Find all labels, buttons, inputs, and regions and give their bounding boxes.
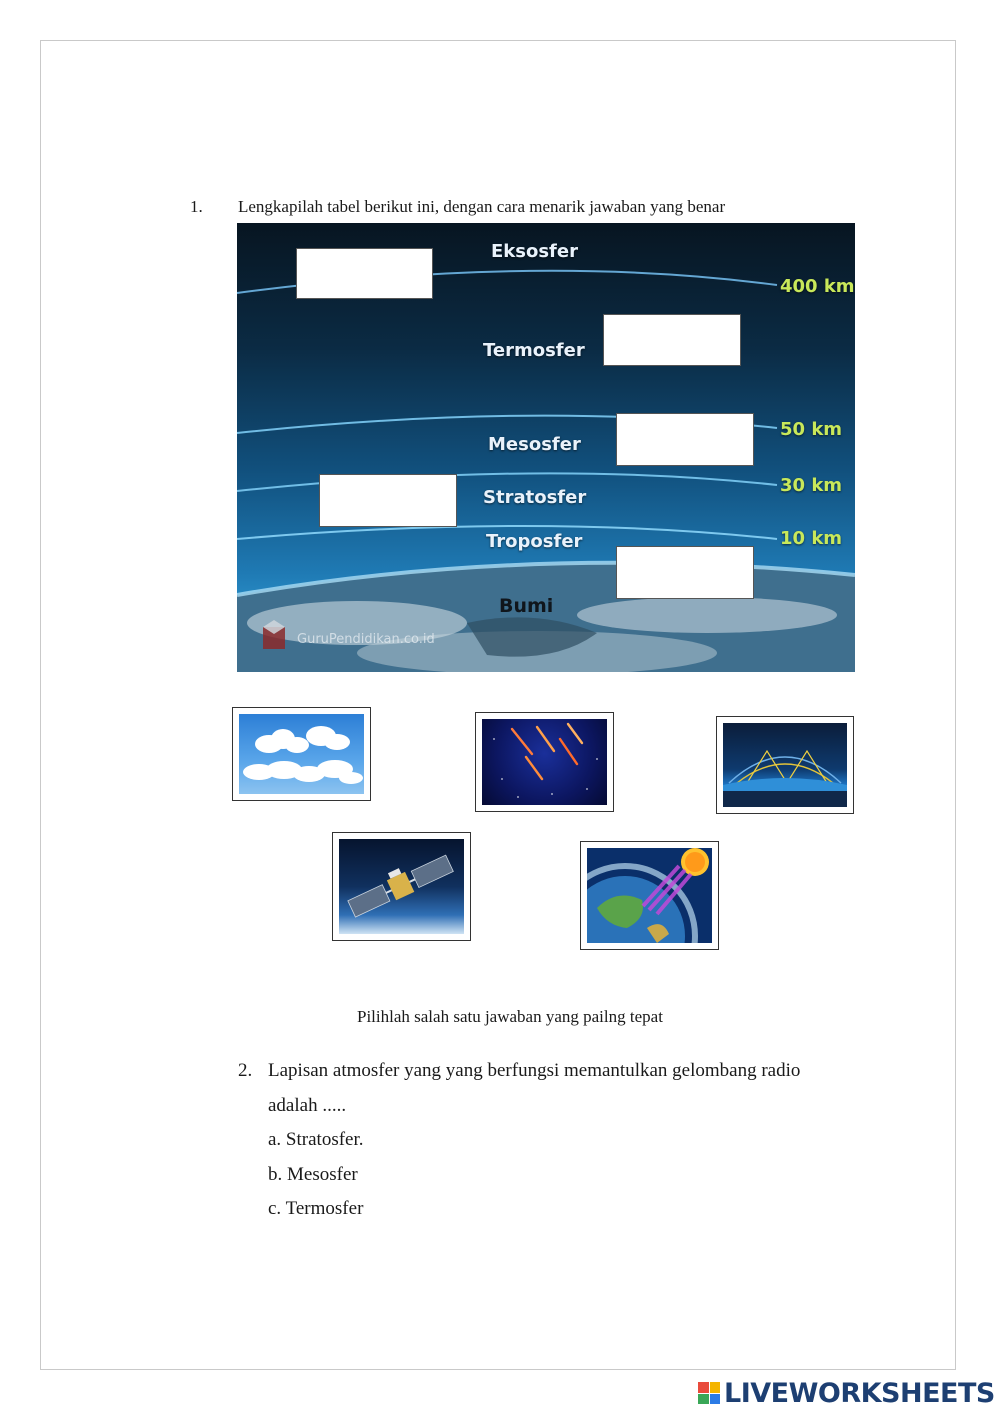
ozone-image xyxy=(587,848,712,943)
question-1-number: 1. xyxy=(190,197,203,216)
layer-label-bumi: Bumi xyxy=(499,595,554,617)
meteors-image xyxy=(482,719,607,805)
instruction-text: Pilihlah salah satu jawaban yang pailng tepat xyxy=(357,1007,663,1026)
altitude-label-50: 50 km xyxy=(780,419,843,440)
layer-label-mesosfer: Mesosfer xyxy=(488,434,581,455)
liveworksheets-logo xyxy=(698,1378,995,1408)
choice-ozone[interactable] xyxy=(580,841,719,950)
drop-zone-termosfer[interactable] xyxy=(603,314,741,366)
choice-meteors[interactable] xyxy=(475,712,614,812)
radio-waves-image xyxy=(723,723,847,807)
watermark: GuruPendidikan.co.id xyxy=(297,632,435,647)
drop-zone-eksosfer[interactable] xyxy=(296,248,433,299)
altitude-label-30: 30 km xyxy=(780,475,843,496)
layer-label-eksosfer: Eksosfer xyxy=(491,241,578,262)
choice-clouds[interactable] xyxy=(232,707,371,801)
layer-label-troposfer: Troposfer xyxy=(486,531,583,552)
layer-label-termosfer: Termosfer xyxy=(483,340,585,361)
question-2-text-line1: Lapisan atmosfer yang yang berfungsi memantulkan gelombang radio xyxy=(268,1060,801,1081)
atmosphere-diagram xyxy=(237,223,855,672)
drop-zone-troposfer[interactable] xyxy=(616,546,754,599)
question-2-number: 2. xyxy=(238,1060,253,1081)
question-1-text: Lengkapilah tabel berikut ini, dengan cara menarik jawaban yang benar xyxy=(238,197,726,216)
satellite-image xyxy=(339,839,464,934)
question-2-text-line2: adalah ..... xyxy=(268,1094,347,1116)
question-2-option-b[interactable]: b. Mesosfer xyxy=(268,1163,358,1185)
liveworksheets-logo-icon xyxy=(698,1382,720,1404)
altitude-label-10: 10 km xyxy=(780,528,843,549)
clouds-image xyxy=(239,714,364,794)
drop-zone-stratosfer[interactable] xyxy=(319,474,457,527)
question-2-option-c[interactable]: c. Termosfer xyxy=(268,1198,364,1219)
drop-zone-mesosfer[interactable] xyxy=(616,413,754,466)
altitude-label-400: 400 km xyxy=(780,276,855,297)
question-2-option-a[interactable]: a. Stratosfer. xyxy=(268,1129,364,1150)
choice-satellite[interactable] xyxy=(332,832,471,941)
choice-radio-waves[interactable] xyxy=(716,716,854,814)
liveworksheets-brand-text: LIVEWORKSHEETS xyxy=(724,1377,995,1409)
layer-label-stratosfer: Stratosfer xyxy=(483,487,587,508)
